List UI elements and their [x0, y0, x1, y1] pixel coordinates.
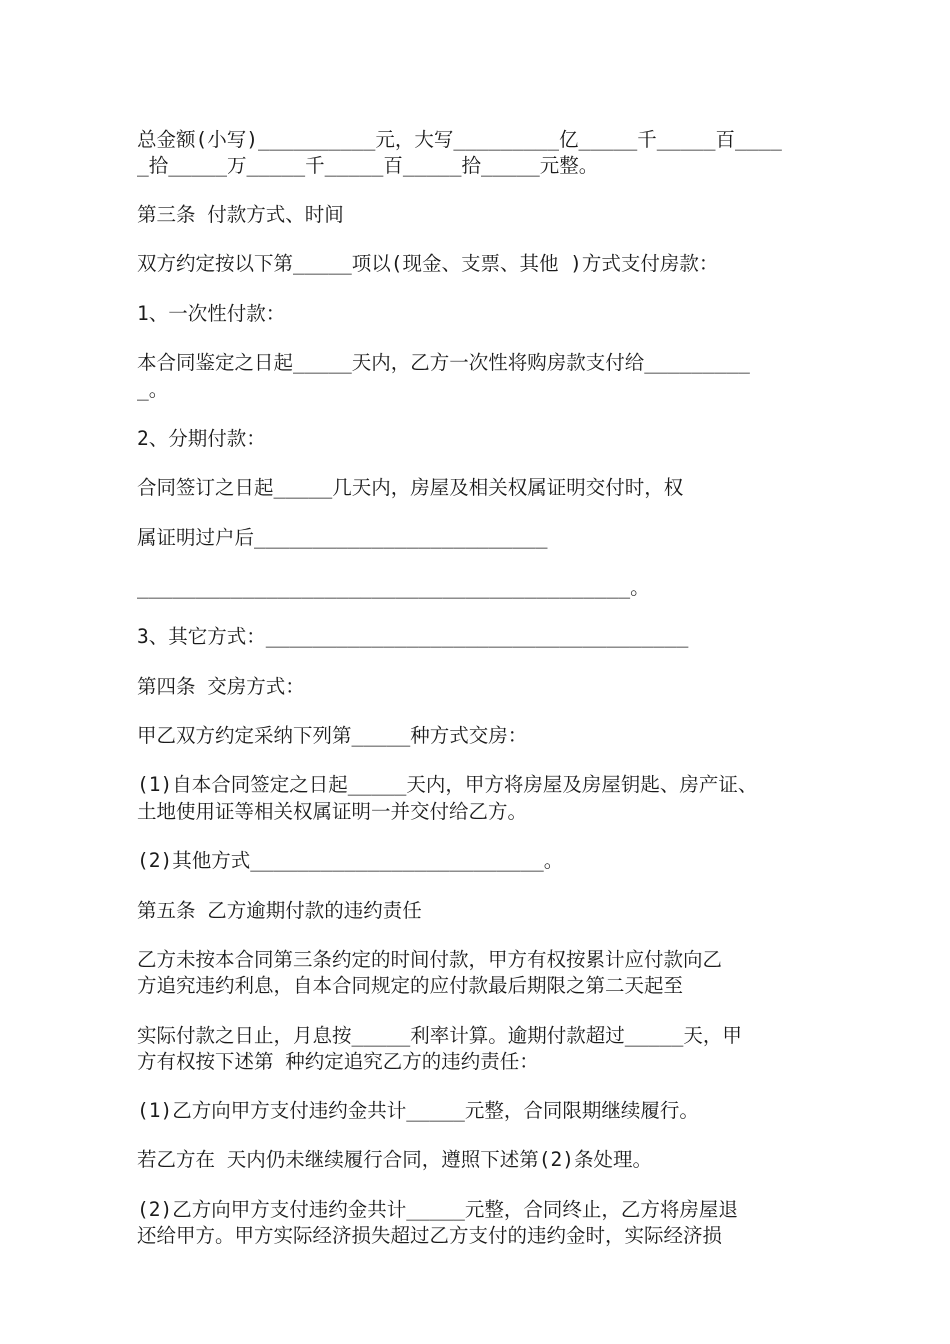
- other-payment-line: 3、其它方式：____________________________________: [137, 625, 689, 648]
- payment-option-line: 双方约定按以下第_____项以(现金、支票、其他 )方式支付房款：: [137, 252, 719, 275]
- article-3-heading: 第三条 付款方式、时间: [137, 203, 344, 226]
- blank-fill-line: __________________________________________。: [137, 576, 650, 599]
- lump-sum-text-line-1: 本合同鉴定之日起_____天内，乙方一次性将购房款支付给_________: [137, 351, 750, 374]
- breach-text-line-2: 方追究违约利息，自本合同规定的应付款最后期限之第二天起至: [137, 974, 684, 997]
- delivery-item-2-line: (2)其他方式_________________________。: [137, 849, 564, 872]
- penalty-item-1-line: (1)乙方向甲方支付违约金共计_____元整，合同限期继续履行。: [137, 1099, 699, 1122]
- breach-text-line-1: 乙方未按本合同第三条约定的时间付款，甲方有权按累计应付款向乙: [137, 948, 723, 971]
- penalty-item-2-line-1: (2)乙方向甲方支付违约金共计_____元整，合同终止，乙方将房屋退: [137, 1198, 738, 1221]
- interest-text-line-1: 实际付款之日止，月息按_____利率计算。逾期付款超过_____天，甲: [137, 1024, 742, 1047]
- lump-sum-heading: 1、一次性付款：: [137, 302, 286, 325]
- penalty-condition-line: 若乙方在 天内仍未继续履行合同，遵照下述第(2)条处理。: [137, 1148, 652, 1171]
- article-5-heading: 第五条 乙方逾期付款的违约责任: [137, 899, 422, 922]
- total-amount-line-2: _拾_____万_____千_____百_____拾_____元整。: [137, 154, 599, 177]
- delivery-item-1-line-2: 土地使用证等相关权属证明一并交付给乙方。: [137, 800, 528, 823]
- penalty-item-2-line-2: 还给甲方。甲方实际经济损失超过乙方支付的违约金时，实际经济损: [137, 1224, 723, 1247]
- interest-text-line-2: 方有权按下述第 种约定追究乙方的违约责任：: [137, 1050, 539, 1073]
- total-amount-line-1: 总金额(小写)__________元，大写_________亿_____千_____百____: [137, 128, 782, 151]
- title-transfer-line: 属证明过户后_________________________: [137, 526, 548, 549]
- lump-sum-text-line-2: _。: [137, 378, 169, 401]
- delivery-item-1-line-1: (1)自本合同签定之日起_____天内，甲方将房屋及房屋钥匙、房产证、: [137, 773, 758, 796]
- installment-heading: 2、分期付款：: [137, 427, 266, 450]
- installment-text-line: 合同签订之日起_____几天内，房屋及相关权属证明交付时，权: [137, 476, 684, 499]
- article-4-heading: 第四条 交房方式：: [137, 675, 305, 698]
- delivery-option-line: 甲乙双方约定采纳下列第_____种方式交房：: [137, 724, 528, 747]
